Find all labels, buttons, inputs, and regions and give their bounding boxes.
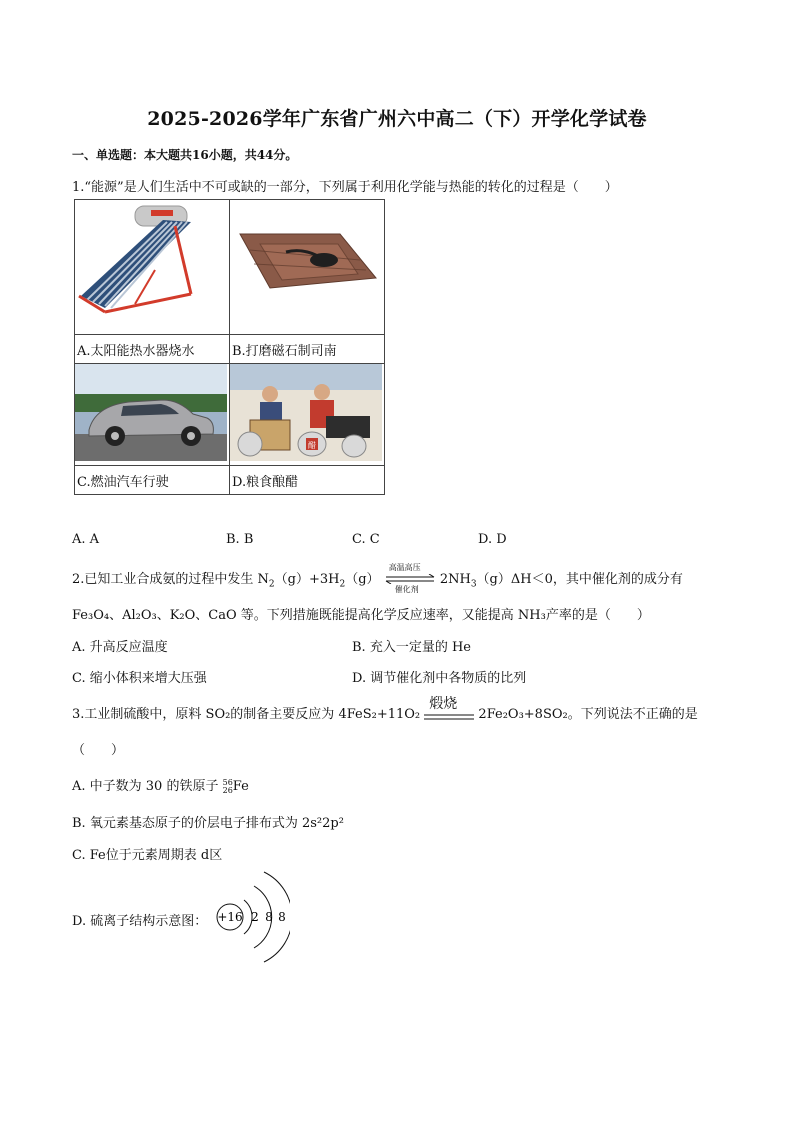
question-2-line-2: Fe₃O₄、Al₂O₃、K₂O、CaO 等。下列措施既能提高化学反应速率，又能提高 NH₃产率的是（ ） [72, 608, 650, 623]
q2-option-b[interactable]: B. 充入一定量的 He [352, 640, 471, 655]
image-cell-c [75, 364, 230, 466]
compass-sinan-image [230, 200, 382, 330]
image-cell-b [230, 200, 385, 335]
q2-mid1: （g）+3H [274, 572, 340, 587]
q3-option-b[interactable]: B. 氧元素基态原子的价层电子排布式为 2s²2p² [72, 816, 344, 831]
choice-d[interactable]: D. D [478, 532, 507, 547]
jar-label-text: 醋 [308, 441, 316, 450]
q2-option-a[interactable]: A. 升高反应温度 [72, 640, 168, 655]
question-3-line-1 [72, 695, 698, 725]
q3-option-d[interactable] [72, 910, 207, 929]
car-image [75, 364, 227, 461]
q3-option-a[interactable] [72, 775, 249, 795]
image-cell-a [75, 200, 230, 335]
caption-b: B.打磨磁石制司南 [230, 335, 385, 364]
caption-c: C.燃油汽车行驶 [75, 466, 230, 495]
q3-option-d-text: D. 硫离子结构示意图： [72, 914, 208, 929]
q3-condition-text: 煅烧 [429, 695, 458, 712]
question-1-image-table [74, 199, 385, 495]
arrow-condition-top: 高温高压 [388, 562, 421, 572]
double-line-icon [424, 714, 474, 720]
atomic-number: 26 [222, 785, 233, 795]
q2-option-c[interactable]: C. 缩小体积来增大压强 [72, 671, 207, 686]
q3-paren: （ ） [72, 743, 125, 758]
q2-tail: （g）ΔH＜0，其中催化剂的成分有 [476, 572, 683, 587]
vinegar-brewing-painting-image [230, 364, 382, 461]
question-1-stem: 1.“能源”是人们生活中不可或缺的一部分，下列属于利用化学能与热能的转化的过程是（ ） [72, 180, 618, 195]
solar-water-heater-image [75, 200, 227, 330]
choice-a[interactable]: A. A [72, 532, 100, 547]
q2-prefix: 2.已知工业合成氨的过程中发生 N [72, 572, 269, 587]
q2-option-d[interactable]: D. 调节催化剂中各物质的比列 [352, 671, 527, 686]
q3-option-c[interactable]: C. Fe位于元素周期表 d区 [72, 848, 223, 863]
shell-electrons-1: 2 [251, 910, 259, 924]
q3-prefix: 3.工业制硫酸中，原料 SO₂的制备主要反应为 4FeS₂+11O₂ [72, 707, 421, 722]
arrow-condition-bottom: 催化剂 [394, 584, 419, 594]
exam-title: 2025-2026学年广东省广州六中高二（下）开学化学试卷 [147, 108, 647, 130]
sulfide-ion-structure-diagram [210, 866, 290, 968]
choice-b[interactable]: B. B [226, 532, 254, 547]
calcination-condition [424, 695, 474, 725]
shell-electrons-2: 8 [265, 910, 273, 924]
iron-symbol: Fe [232, 779, 249, 794]
q3-option-a-text: A. 中子数为 30 的铁原子 [72, 779, 219, 794]
iron-isotope-numbers [223, 779, 233, 795]
equilibrium-arrow-icon [384, 574, 436, 584]
caption-d: D.粮食酿醋 [230, 466, 385, 495]
q2-mid2: （g） [345, 572, 380, 587]
image-cell-d [230, 364, 385, 466]
section-heading: 一、单选题：本大题共16小题，共44分。 [72, 148, 298, 162]
mass-number: 56 [222, 777, 233, 787]
shell-electrons-3: 8 [278, 910, 286, 924]
reversible-arrow [384, 562, 436, 594]
choice-c[interactable]: C. C [352, 532, 380, 547]
question-2-line-1: 2.已知工业合成氨的过程中发生 $N_2(g)+3H_2(g)$ 高温高压 催化剂 $2NH_3(g)\Delta H<0$，其中催化剂的成分有 [72, 562, 683, 594]
q2-product: 2NH [439, 572, 471, 587]
caption-a: A.太阳能热水器烧水 [75, 335, 230, 364]
nucleus-charge: +16 [217, 910, 243, 924]
q3-suffix: 2Fe₂O₃+8SO₂。下列说法不正确的是 [478, 707, 698, 722]
